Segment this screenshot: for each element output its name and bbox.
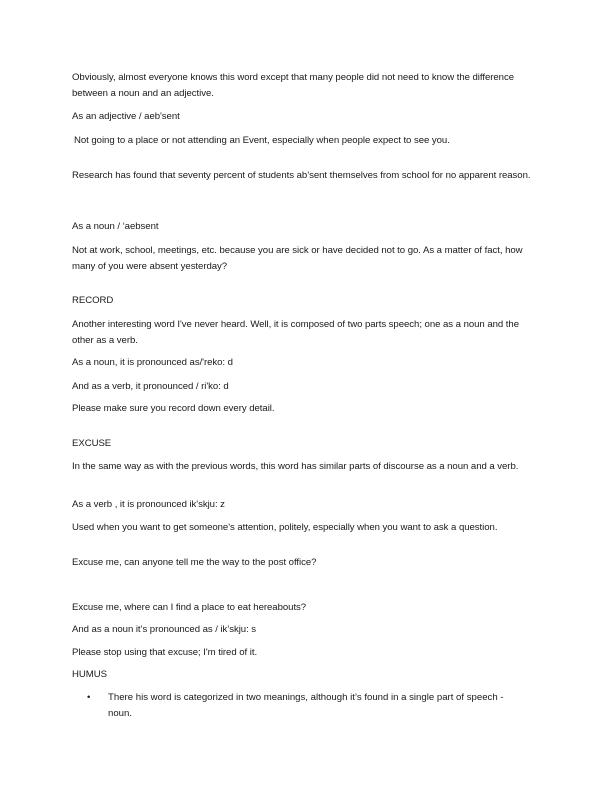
bullet-icon: • [87,692,91,703]
heading-excuse: EXCUSE [72,438,112,449]
adjective-example: Research has found that seventy percent of students ab’sent themselves from school for no apparent reason. [72,170,531,181]
noun-definition: Not at work, school, meetings, etc. because you are sick or have decided not to go. As a matter of fact, how many of you were absent yesterday? [72,245,523,272]
record-noun-pronunciation: As a noun, it is pronounced as/'reko: d [72,357,233,368]
record-example: Please make sure you record down every detail. [72,403,275,414]
adjective-definition: Not going to a place or not attending an Event, especially when people expect to see you. [74,135,450,146]
adjective-pronunciation: As an adjective / aeb'sent [72,111,180,122]
heading-humus: HUMUS [72,669,107,680]
excuse-verb-pronunciation: As a verb , it is pronounced ik'skju: z [72,499,225,510]
excuse-example-2: Excuse me, where can I find a place to eat hereabouts? [72,602,307,613]
noun-pronunciation: As a noun / ‘aebsent [72,221,159,232]
humus-bullet-text: There his word is categorized in two meanings, although it’s found in a single part of speech - noun. [108,692,504,719]
excuse-noun-pronunciation: And as a noun it’s pronounced as / ik’skju: s [72,624,257,635]
excuse-noun-example: Please stop using that excuse; I'm tired of it. [72,647,258,658]
excuse-example-1: Excuse me, can anyone tell me the way to the post office? [72,557,317,568]
record-intro: Another interesting word I've never heard. Well, it is composed of two parts speech; one as a noun and the other as a verb. [72,319,519,346]
record-verb-pronunciation: And as a verb, it pronounced / ri'ko: d [72,381,229,392]
heading-record: RECORD [72,295,114,306]
excuse-verb-definition: Used when you want to get someone's attention, politely, especially when you want to ask a question. [72,522,498,533]
paragraph-intro: Obviously, almost everyone knows this word except that many people did not need to know the difference between a noun and an adjective. [72,72,514,99]
excuse-intro: In the same way as with the previous words, this word has similar parts of discourse as a noun and a verb. [72,461,519,472]
